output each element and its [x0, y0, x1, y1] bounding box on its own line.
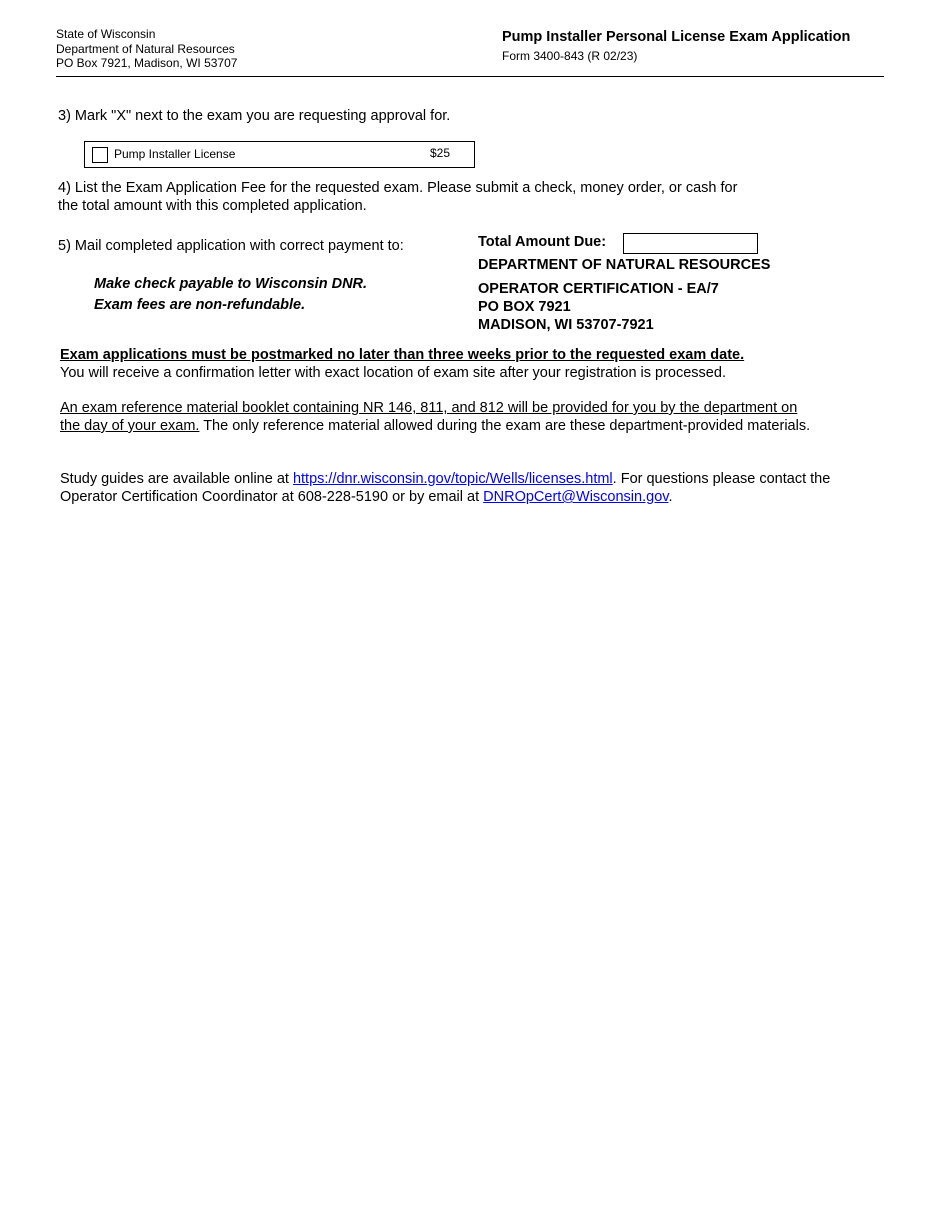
mailing-address-block [478, 280, 719, 334]
exam-selection-row [84, 141, 475, 168]
refund-note: Exam fees are non-refundable. [94, 297, 306, 313]
study-guides-notice [60, 470, 840, 506]
study-middle: . For questions please contact the Operator Certification Coordinator at 608-228-5190 or by email at [60, 471, 831, 505]
agency-po-box: PO Box 7921, Madison, WI 53707 [56, 56, 238, 70]
mailing-address-po-box: PO BOX 7921 [478, 299, 571, 315]
total-amount-field[interactable] [623, 233, 758, 254]
section-4-instruction [58, 179, 818, 215]
mailing-address-department: DEPARTMENT OF NATURAL RESOURCES [478, 257, 771, 273]
booklet-rest-text: The only reference material allowed during the exam are these department-provided materials. [199, 418, 811, 434]
header-divider [56, 76, 884, 77]
exam-label: Pump Installer License [114, 147, 236, 161]
section-3-instruction: 3) Mark "X" next to the exam you are requesting approval for. [58, 108, 451, 124]
reference-booklet-notice [60, 399, 820, 435]
form-number: Form 3400-843 (R 02/23) [502, 49, 638, 63]
total-amount-label: Total Amount Due: [478, 234, 607, 250]
mailing-address-office: OPERATOR CERTIFICATION - EA/7 [478, 281, 719, 297]
form-title-block [502, 28, 850, 64]
section-4-line-2: the total amount with this completed application. [58, 198, 367, 214]
form-title: Pump Installer Personal License Exam Application [502, 29, 851, 45]
agency-address-block [56, 27, 237, 71]
agency-department: Department of Natural Resources [56, 41, 235, 56]
study-suffix: . [668, 489, 673, 505]
booklet-underlined-text: An exam reference material booklet containing NR 146, 811, and 812 will be provided for you by the department on the day of your exam. [60, 400, 798, 434]
study-prefix: Study guides are available online at [60, 471, 293, 487]
postmark-deadline: Exam applications must be postmarked no later than three weeks prior to the requested exam date. [60, 347, 745, 363]
exam-fee: $25 [430, 146, 451, 160]
payable-note: Make check payable to Wisconsin DNR. [94, 276, 368, 292]
payment-notes [94, 274, 367, 316]
confirmation-note: You will receive a confirmation letter with exact location of exam site after your registration is processed. [60, 365, 726, 381]
agency-state: State of Wisconsin [56, 27, 156, 41]
postmark-notice [60, 346, 820, 382]
pump-installer-license-checkbox[interactable] [92, 147, 108, 163]
section-4-line-1: 4) List the Exam Application Fee for the requested exam. Please submit a check, money order, or cash for [58, 180, 738, 196]
contact-email-link[interactable]: DNROpCert@Wisconsin.gov [483, 489, 669, 505]
section-5-instruction: 5) Mail completed application with correct payment to: [58, 238, 404, 254]
mailing-address-city: MADISON, WI 53707-7921 [478, 317, 654, 333]
study-guides-link[interactable]: https://dnr.wisconsin.gov/topic/Wells/licenses.html [292, 471, 613, 487]
